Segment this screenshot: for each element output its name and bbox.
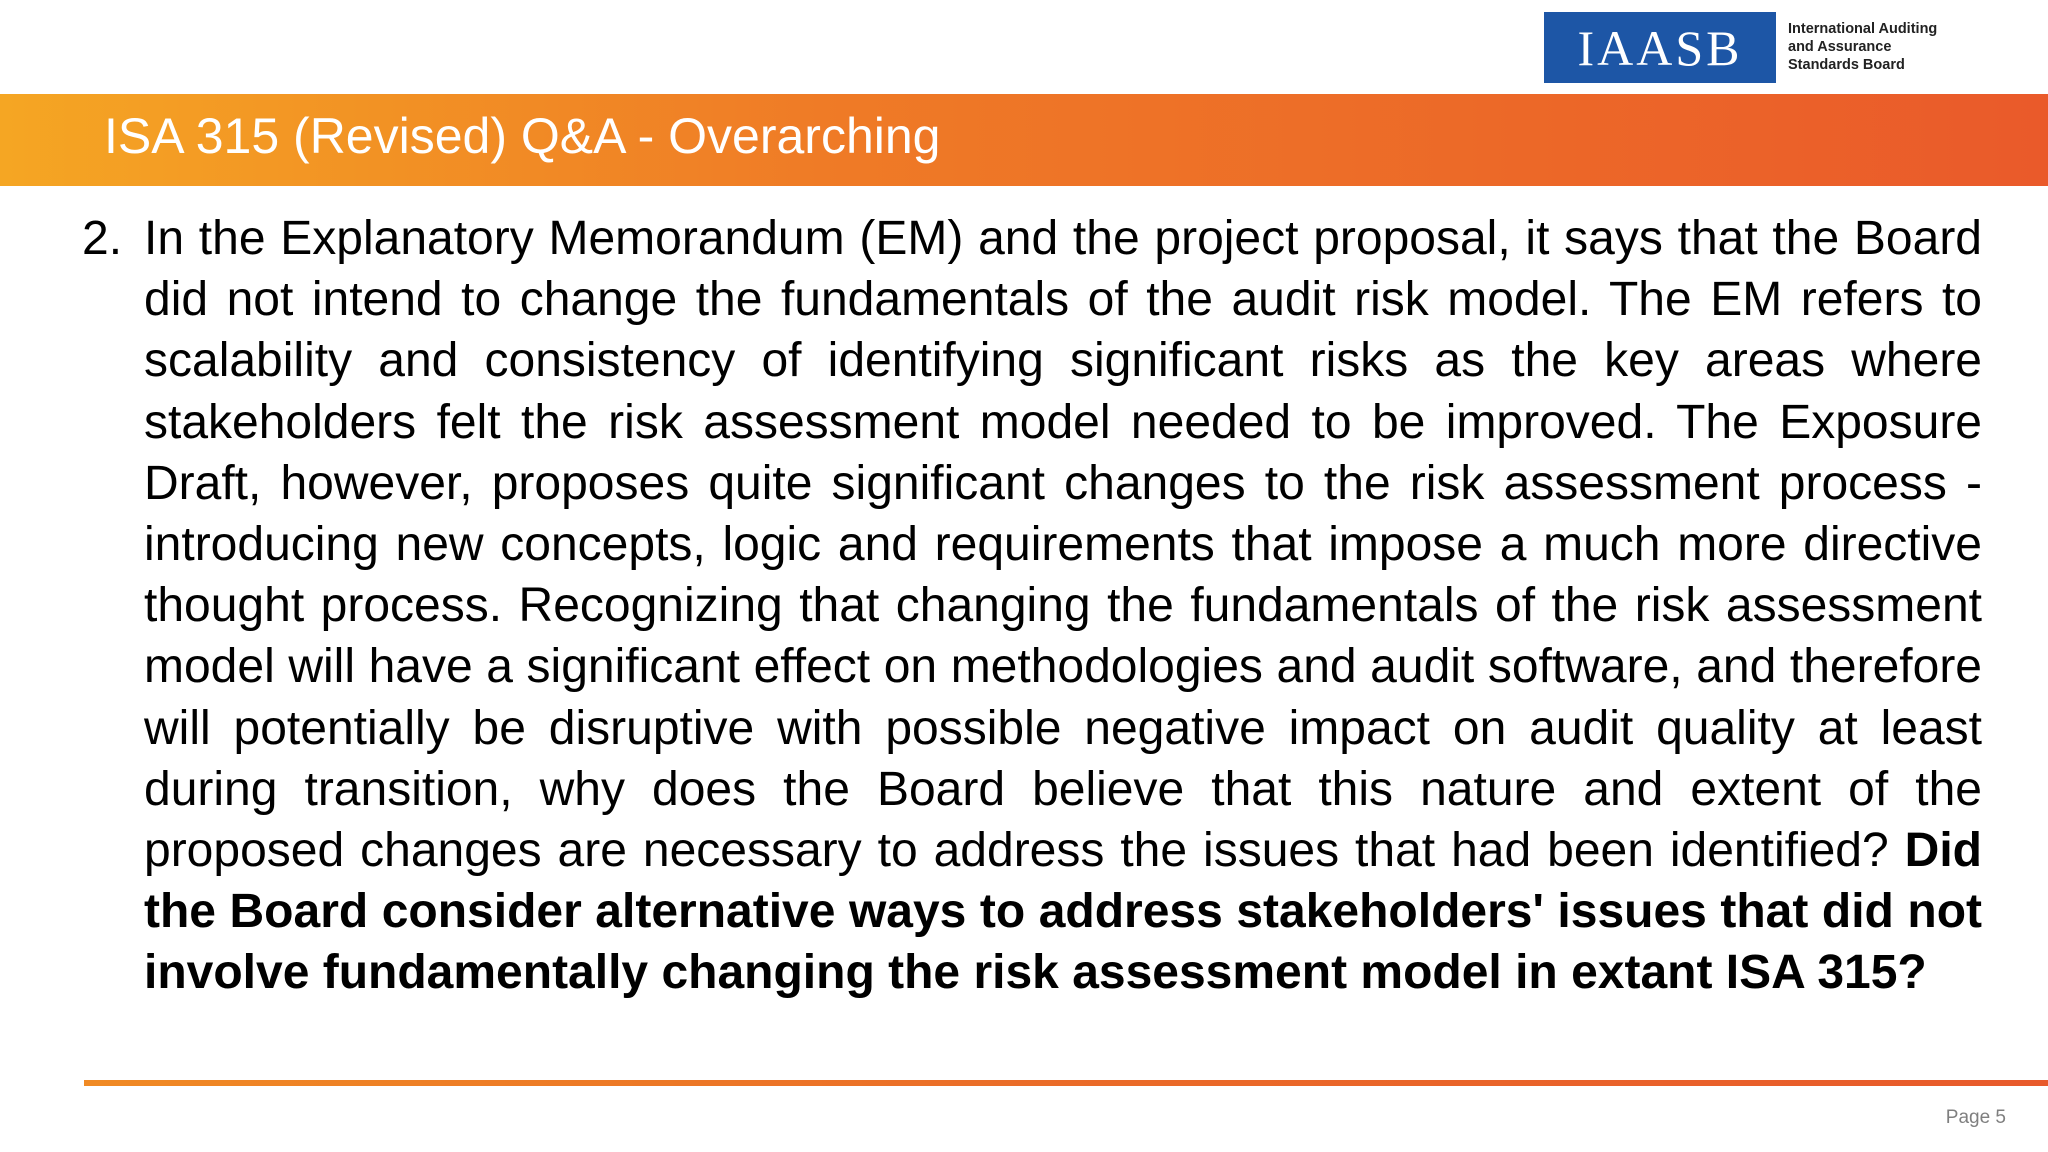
logo-mark: IAASB [1577,19,1743,76]
footer-divider [84,1080,2048,1086]
logo-organization-name [1788,20,2008,74]
slide-title: ISA 315 (Revised) Q&A - Overarching [104,108,941,164]
question-number: 2. [82,212,123,265]
question-bold-text: Did the Board consider alternative ways to address stakeholders' issues that did not involve fundamentally changing the risk assessment model in extant ISA 315? [144,824,1982,1000]
iaasb-logo [1544,12,1776,83]
question-text: In the Explanatory Memorandum (EM) and the project proposal, it says that the Board did not intend to change the fundamentals of the audit risk model. The EM refers to scalability and consistency of identifying significant risks as the key areas where stakeholders felt the risk assessment model needed to be improved. The Exposure Draft, however, proposes quite significant changes to the risk assessment process - introducing new concepts, logic and requirements that impose a much more directive thought process. Recognizing that changing the fundamentals of the risk assessment model will have a significant effect on methodologies and audit software, and therefore will potentially be disruptive with possible negative impact on audit quality at least during transition, why does the Board believe that this nature and extent of the proposed changes are necessary to address the issues that had been identified? [144,212,1982,878]
page-number: Page 5 [1945,1107,2006,1128]
title-banner [0,94,2048,186]
logo-name-line-1: International Auditing [1788,21,1938,37]
logo-name-line-3: Standards Board [1788,57,1905,73]
logo-name-line-2: and Assurance [1788,39,1892,55]
question-item [82,208,1982,1004]
question-body [144,208,1982,1004]
